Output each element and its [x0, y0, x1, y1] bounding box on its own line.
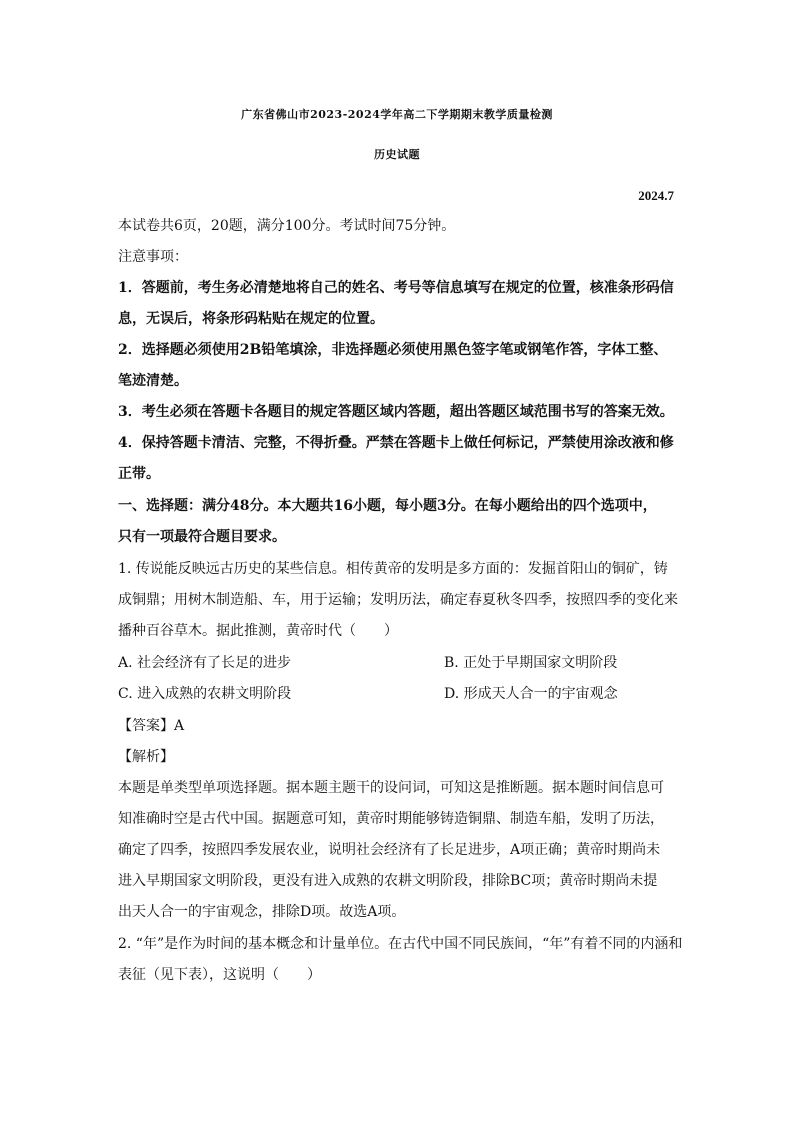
- question-1-analysis: 进入早期国家文明阶段，更没有进入成熟的农耕文明阶段，排除BC项；黄帝时期尚未提: [118, 873, 658, 889]
- question-1-stem: 成铜鼎；用树木制造船、车，用于运输；发明历法，确定春夏秋冬四季，按照四季的变化来: [118, 592, 678, 608]
- question-1-option-c: C. 进入成熟的农耕文明阶段: [118, 686, 292, 702]
- exam-subject-title: 历史试题: [374, 148, 420, 161]
- question-1-analysis: 知准确时空是古代中国。据题意可知，黄帝时期能够铸造铜鼎、制造车船，发明了历法，: [118, 811, 664, 827]
- section-heading: 只有一项最符合题目要求。: [118, 529, 286, 545]
- question-1-option-b: B. 正处于早期国家文明阶段: [444, 655, 618, 671]
- question-2-stem: 2. “年”是作为时间的基本概念和计量单位。在古代中国不同民族间，“年”有着不同的内涵和: [118, 936, 683, 952]
- exam-summary: 本试卷共6页，20题，满分100分。考试时间75分钟。: [118, 218, 456, 234]
- notice-line: 4．保持答题卡清洁、完整，不得折叠。严禁在答题卡上做任何标记，严禁使用涂改液和修: [118, 435, 674, 451]
- question-1-analysis-heading: 【解析】: [118, 749, 174, 765]
- question-1-option-d: D. 形成天人合一的宇宙观念: [444, 686, 618, 702]
- question-1-analysis: 本题是单类型单项选择题。据本题主题干的设问词，可知这是推断题。据本题时间信息可: [118, 780, 664, 796]
- notice-line: 2．选择题必须使用2B铅笔填涂，非选择题必须使用黑色签字笔或钢笔作答，字体工整、: [118, 342, 668, 358]
- question-1-stem: 1. 传说能反映远古历史的某些信息。相传黄帝的发明是多方面的：发掘首阳山的铜矿，铸: [118, 561, 668, 577]
- notice-heading: 注意事项：: [118, 249, 188, 265]
- question-1-analysis: 确定了四季，按照四季发展农业，说明社会经济有了长足进步，A项正确；黄帝时期尚未: [118, 842, 661, 858]
- question-2-stem: 表征（见下表），这说明（ ）: [118, 967, 321, 983]
- section-heading: 一、选择题：满分48分。本大题共16小题，每小题3分。在每小题给出的四个选项中，: [118, 498, 657, 514]
- question-1-stem: 播种百谷草木。据此推测，黄帝时代（ ）: [118, 623, 398, 639]
- notice-line: 3．考生必须在答题卡各题目的规定答题区域内答题，超出答题区域范围书写的答案无效。: [118, 404, 674, 420]
- question-1-analysis: 出天人合一的宇宙观念，排除D项。故选A项。: [118, 904, 406, 920]
- exam-date: 2024.7: [638, 188, 674, 203]
- notice-line: 1．答题前，考生务必清楚地将自己的姓名、考号等信息填写在规定的位置，核准条形码信: [118, 280, 674, 296]
- question-1-answer: 【答案】A: [118, 718, 185, 734]
- notice-line: 正带。: [118, 466, 160, 482]
- exam-title: 广东省佛山市2023-2024学年高二下学期期末教学质量检测: [241, 108, 553, 121]
- question-1-option-a: A. 社会经济有了长足的进步: [118, 655, 292, 671]
- notice-line: 笔迹清楚。: [118, 373, 188, 389]
- notice-line: 息，无误后，将条形码粘贴在规定的位置。: [118, 311, 384, 327]
